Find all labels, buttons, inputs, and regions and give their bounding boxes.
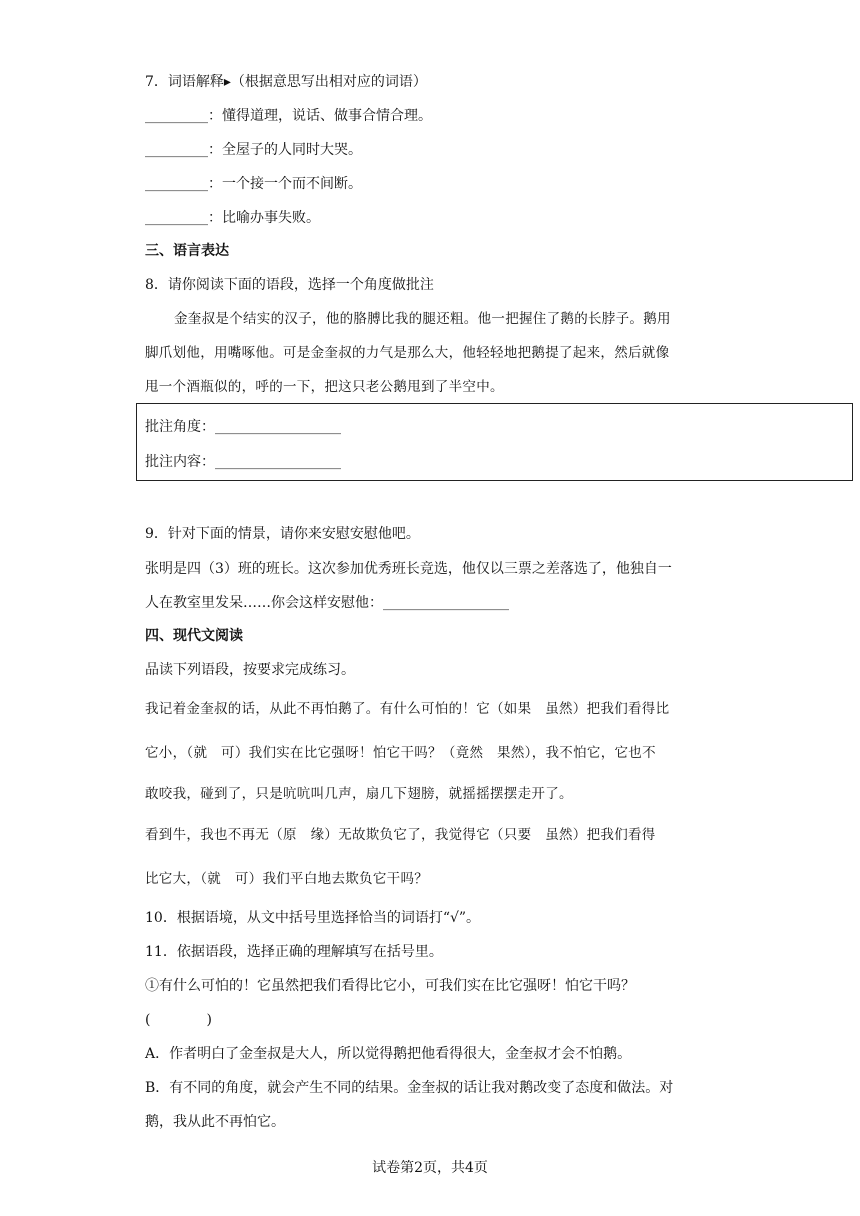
q7-item: _________：一个接一个而不间断。 <box>145 176 362 192</box>
q7-item: _________：全屋子的人同时大哭。 <box>145 142 362 158</box>
q7-item: _________：懂得道理，说话、做事合情合理。 <box>145 108 432 124</box>
passage-line: 比它大，（就 可）我们平白地去欺负它干吗？ <box>145 871 429 887</box>
passage-line: 金奎叔是个结实的汉子，他的胳膊比我的腿还粗。他一把握住了鹅的长脖子。鹅用 <box>174 311 671 327</box>
q9-title: 9．针对下面的情景，请你来安慰安慰他吧。 <box>145 526 420 542</box>
annotation-content-field[interactable]: 批注内容：__________________ <box>145 454 341 470</box>
passage-line: 敢咬我，碰到了，只是吭吭叫几声，扇几下翅膀，就摇摇摆摆走开了。 <box>145 786 573 802</box>
q9-line: 张明是四（3）班的班长。这次参加优秀班长竞选，他仅以三票之差落选了，他独自一 <box>145 561 672 577</box>
option-b: 鹅，我从此不再怕它。 <box>145 1114 285 1130</box>
passage-line: 甩一个酒瓶似的，呼的一下，把这只老公鹅甩到了半空中。 <box>145 379 504 395</box>
passage-line: 脚爪划他，用嘴啄他。可是金奎叔的力气是那么大，他轻轻地把鹅提了起来，然后就像 <box>145 345 670 361</box>
q9-line[interactable]: 人在教室里发呆……你会这样安慰他：__________________ <box>145 595 509 611</box>
q8-title: 8．请你阅读下面的语段，选择一个角度做批注 <box>145 277 434 293</box>
option-a: A．作者明白了金奎叔是大人，所以觉得鹅把他看得很大，金奎叔才会不怕鹅。 <box>145 1046 632 1062</box>
answer-blank[interactable]: ( ) <box>145 1012 212 1028</box>
page-footer: 试卷第2页，共4页 <box>372 1160 488 1176</box>
q11-title: 11．依据语段，选择正确的理解填写在括号里。 <box>145 944 443 960</box>
section-heading: 三、语言表达 <box>145 243 229 259</box>
passage-line: 它小，（就 可）我们实在比它强呀！怕它干吗？（竟然 果然），我不怕它，它也不 <box>145 745 656 761</box>
section-heading: 四、现代文阅读 <box>145 628 243 644</box>
section-intro: 品读下列语段，按要求完成练习。 <box>145 662 355 678</box>
q10-title: 10．根据语境，从文中括号里选择恰当的词语打“√”。 <box>145 910 481 926</box>
q7-title: 7．词语解释▸（根据意思写出相对应的词语） <box>145 74 427 90</box>
option-b: B．有不同的角度，就会产生不同的结果。金奎叔的话让我对鹅改变了态度和做法。对 <box>145 1080 674 1096</box>
passage-line: 看到牛，我也不再无（原 缘）无故欺负它了，我觉得它（只要 虽然）把我们看得 <box>145 827 656 843</box>
passage-line: 我记着金奎叔的话，从此不再怕鹅了。有什么可怕的！它（如果 虽然）把我们看得比 <box>145 701 670 717</box>
q7-item: _________：比喻办事失败。 <box>145 210 320 226</box>
annotation-angle-field[interactable]: 批注角度：__________________ <box>145 419 341 435</box>
q11-sub: ①有什么可怕的！它虽然把我们看得比它小，可我们实在比它强呀！怕它干吗？ <box>145 978 635 994</box>
